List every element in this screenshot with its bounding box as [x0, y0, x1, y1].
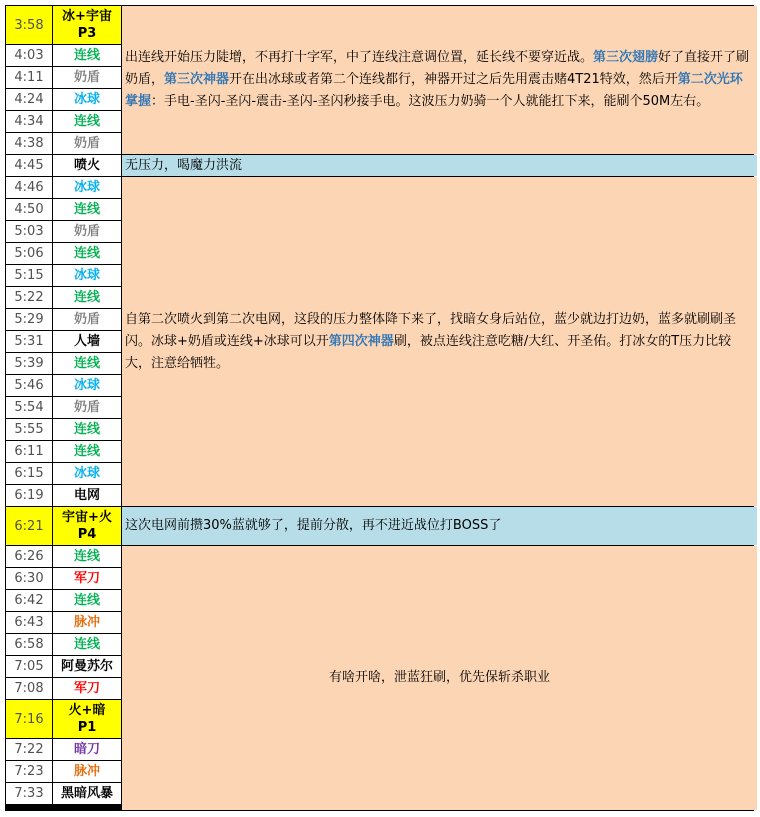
event-cell: 连线 — [53, 199, 121, 220]
time-cell: 3:58 — [6, 6, 52, 44]
time-cell: 5:39 — [6, 353, 52, 374]
time-cell: 4:50 — [6, 199, 52, 220]
time-cell: 6:21 — [6, 507, 52, 545]
time-cell: 4:38 — [6, 133, 52, 154]
note-text: 开在出冰球或者第二个连线都行，神器开过之后先用震击赌4T21特效，然后开 — [229, 72, 678, 87]
time-cell: 7:23 — [6, 761, 52, 782]
time-cell: 4:45 — [6, 155, 52, 176]
time-cell: 7:33 — [6, 783, 52, 804]
note-text: 好了直接开了刷奶盾， — [125, 50, 750, 87]
event-cell: 喷火 — [53, 155, 121, 176]
event-cell: 奶盾 — [53, 221, 121, 242]
event-cell: 连线 — [53, 441, 121, 462]
event-cell: 冰球 — [53, 89, 121, 110]
event-cell: 火+暗 P1 — [53, 700, 121, 738]
note-cell — [122, 155, 757, 176]
event-cell: 电网 — [53, 485, 121, 506]
event-cell: 连线 — [53, 353, 121, 374]
event-cell: 军刀 — [53, 678, 121, 699]
event-cell: 冰球 — [53, 375, 121, 396]
note-text: 出连线开始压力陡增，不再打十字军，中了连线注意调位置，延长线不要穿近战。 — [125, 50, 594, 65]
event-cell: 脉冲 — [53, 612, 121, 633]
time-cell: 6:42 — [6, 590, 52, 611]
time-cell: 6:58 — [6, 634, 52, 655]
time-cell: 4:24 — [6, 89, 52, 110]
time-cell: 6:11 — [6, 441, 52, 462]
note-text: 有啥开啥，泄蓝狂刷，优先保斩杀职业 — [328, 670, 550, 685]
keyword-highlight: 第二次光环掌握 — [125, 72, 743, 109]
time-cell: 7:08 — [6, 678, 52, 699]
event-cell: 人墙 — [53, 331, 121, 352]
time-cell: 5:46 — [6, 375, 52, 396]
note-text: 无压力，喝魔力洪流 — [125, 157, 243, 173]
time-cell: 4:34 — [6, 111, 52, 132]
event-cell: 连线 — [53, 243, 121, 264]
time-cell: 6:15 — [6, 463, 52, 484]
event-cell: 冰球 — [53, 463, 121, 484]
event-cell: 冰球 — [53, 265, 121, 286]
note-text: 自第二次喷火到第二次电网，这段的压力整体降下来了，找暗女身后站位，蓝少就边打边奶，蓝多就刷刷圣闪。冰球+奶盾或连线+冰球可以开 — [125, 311, 737, 349]
time-cell: 5:54 — [6, 397, 52, 418]
event-cell: 连线 — [53, 287, 121, 308]
keyword-highlight: 第三次翅膀 — [593, 50, 659, 65]
time-cell: 5:06 — [6, 243, 52, 264]
event-cell: 连线 — [53, 634, 121, 655]
event-cell: 宇宙+火 P4 — [53, 507, 121, 545]
time-cell: 4:11 — [6, 67, 52, 88]
time-cell: 7:22 — [6, 739, 52, 760]
event-cell: 冰球 — [53, 177, 121, 198]
time-cell: 5:55 — [6, 419, 52, 440]
time-cell: 5:31 — [6, 331, 52, 352]
note-cell — [122, 177, 757, 506]
note-cell — [122, 507, 757, 545]
event-cell: 奶盾 — [53, 67, 121, 88]
time-cell: 5:22 — [6, 287, 52, 308]
time-cell: 4:03 — [6, 45, 52, 66]
note-cell — [122, 546, 757, 810]
timeline-table — [5, 5, 754, 811]
event-cell: 连线 — [53, 111, 121, 132]
note-text: 刷，被点连线注意吃糖/大红、开圣佑。打冰女的T压力比较大，注意给牺牲。 — [125, 333, 732, 371]
note-text: 这次电网前攒30%蓝就够了，提前分散，再不进近战位打BOSS了 — [125, 518, 502, 533]
event-cell: 冰+宇宙 P3 — [53, 6, 121, 44]
event-cell: 连线 — [53, 590, 121, 611]
event-cell: 奶盾 — [53, 309, 121, 330]
event-cell: 军刀 — [53, 568, 121, 589]
time-cell: 6:26 — [6, 546, 52, 567]
time-cell: 5:15 — [6, 265, 52, 286]
time-cell: 6:43 — [6, 612, 52, 633]
keyword-highlight: 第四次神器 — [328, 333, 394, 349]
time-cell: 7:16 — [6, 700, 52, 738]
event-cell: 奶盾 — [53, 397, 121, 418]
time-cell: 6:30 — [6, 568, 52, 589]
event-cell: 连线 — [53, 45, 121, 66]
keyword-highlight: 第三次神器 — [164, 72, 230, 87]
event-cell: 暗刀 — [53, 739, 121, 760]
time-cell: 5:03 — [6, 221, 52, 242]
time-cell: 6:19 — [6, 485, 52, 506]
note-text: ：手电-圣闪-圣闪-震击-圣闪-圣闪秒接手电。这波压力奶骑一个人就能扛下来，能刷个50M左右。 — [151, 94, 710, 109]
event-cell: 黑暗风暴 — [53, 783, 121, 804]
event-cell: 连线 — [53, 546, 121, 567]
event-cell: 连线 — [53, 419, 121, 440]
event-cell: 奶盾 — [53, 133, 121, 154]
note-cell — [122, 6, 757, 154]
event-cell: 脉冲 — [53, 761, 121, 782]
time-cell: 5:29 — [6, 309, 52, 330]
time-cell: 7:05 — [6, 656, 52, 677]
time-cell: 4:46 — [6, 177, 52, 198]
event-cell: 阿曼苏尔 — [53, 656, 121, 677]
